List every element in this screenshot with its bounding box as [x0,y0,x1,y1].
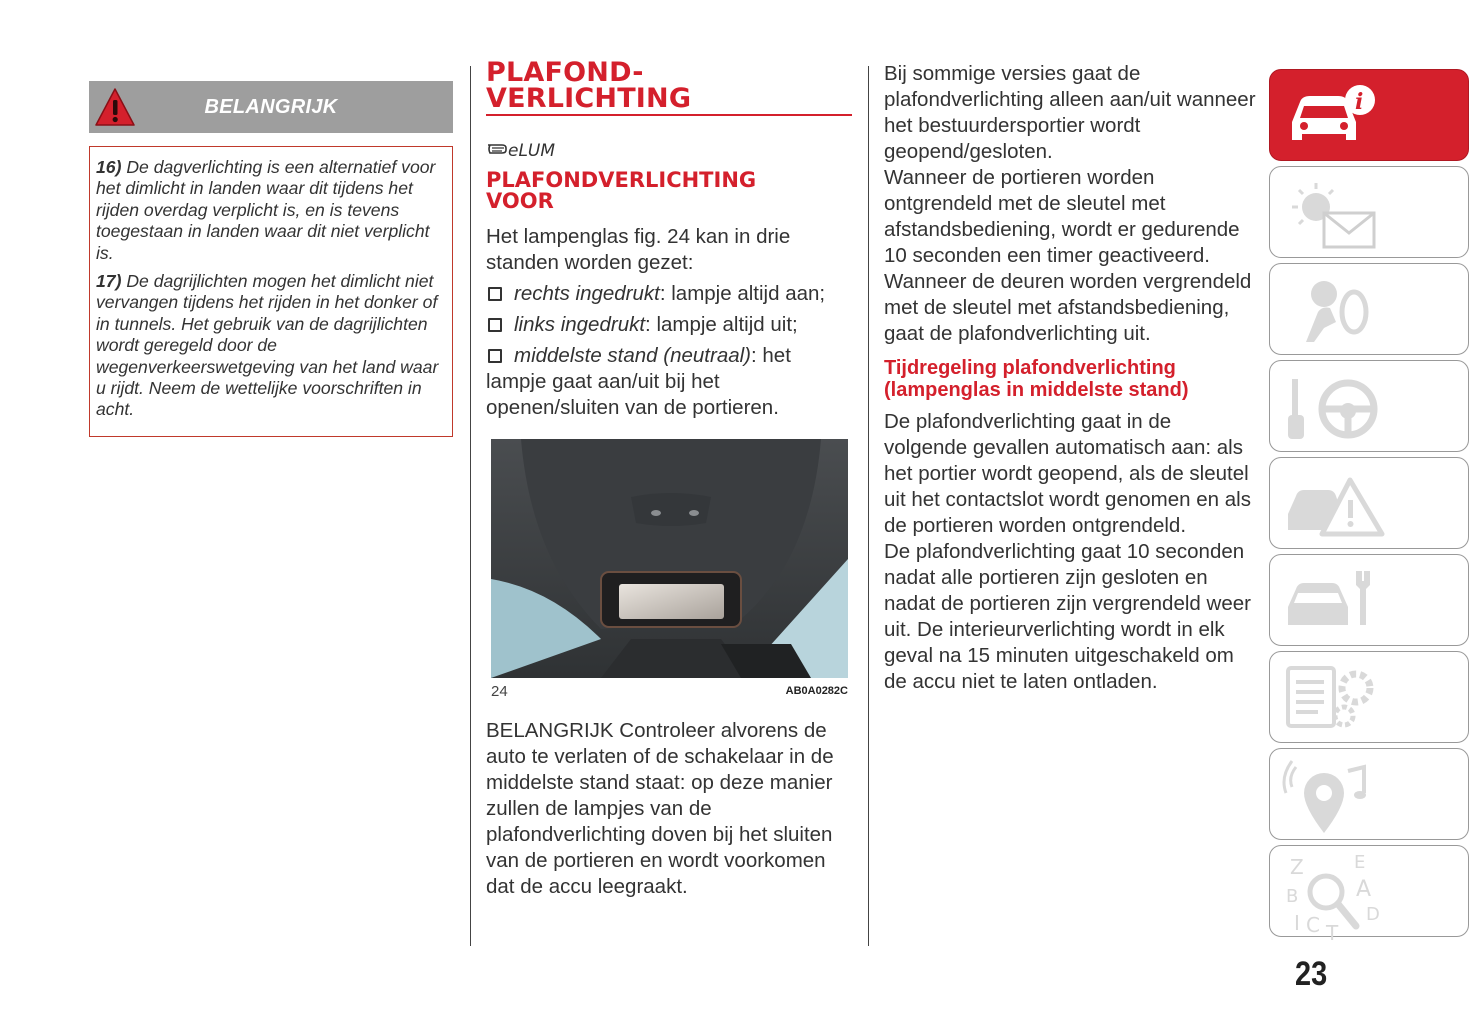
index-letter: B [1286,886,1299,907]
specs-gear-icon [1284,660,1384,736]
list-item [486,343,852,421]
column-2 [486,57,852,421]
tab-maintenance[interactable] [1269,554,1469,646]
index-search-icon [1284,854,1384,944]
paragraph: De plafondverlichting gaat 10 seconden nadat alle portieren zijn gesloten en nadat de portieren zijn vergrendeld weer uit. De interieurverlichting wordt in elk geval na 15 minuten uitgeschakeld om de accu niet te laten ontladen. [884,540,1251,693]
tab-multimedia[interactable] [1269,748,1469,840]
elum-symbol [486,132,852,162]
index-letter: I [1294,911,1300,935]
figure-caption [491,683,848,701]
index-letter: E [1354,852,1366,873]
list-item [486,312,852,338]
note-number: 17) [96,271,122,292]
note-text: De dagrijlichten mogen het dimlicht niet vervangen tijdens het rijden in het donker of in tunnels. Het gebruik van de dagrijlichten wordt geregeld door de wegenverkeerswetgeving van het land waar u rijdt. Neem de wettelijke voorschriften in acht. [96,271,439,420]
index-letter: D [1366,904,1380,925]
column-2-bottom [486,718,856,900]
list-item [486,281,852,307]
column-3 [884,61,1256,695]
index-letter: A [1356,877,1372,902]
figure-number: 24 [491,683,508,700]
paragraph: Wanneer de deuren worden vergrendeld met de sleutel met afstandsbediening, gaat de plafondverlichting uit. [884,270,1252,345]
subheading-line: Tijdregeling plafondverlichting [884,357,1176,379]
tab-lights-messages[interactable] [1269,166,1469,258]
subheading-line: PLAFONDVERLICHTING [486,168,757,192]
car-info-icon [1284,78,1384,154]
tab-technical-data[interactable] [1269,651,1469,743]
page-number: 23 [1295,955,1328,993]
subheading-line: VOOR [486,189,554,213]
svg-text:i: i [1355,89,1364,115]
list-term: middelste stand (neutraal) [514,344,752,367]
intro-paragraph: Het lampenglas fig. 24 kan in drie standen worden gezet: [486,225,791,274]
list-text: : het lampje gaat aan/uit bij het openen/sluiten van de portieren. [486,344,791,419]
tab-emergency[interactable] [1269,457,1469,549]
list-text: : lampje altijd uit; [645,313,798,336]
index-letter: T [1326,921,1339,945]
key-steering-icon [1284,369,1384,445]
warning-note-16 [96,157,446,264]
list-term: rechts ingedrukt [514,282,660,305]
list-term: links ingedrukt [514,313,646,336]
heading-line: VERLICHTING [486,83,692,114]
warning-note-17 [96,271,446,421]
figure-photo-ceiling-light [491,439,848,678]
checkbox-bullet-icon [488,349,502,363]
hand-pointer-icon [486,133,556,161]
warning-box [89,146,453,437]
list-text: : lampje altijd aan; [659,282,826,305]
warning-triangle-icon [93,86,137,130]
lights-message-icon [1284,175,1384,251]
ceiling-light-photo [491,439,848,678]
warning-header [89,81,453,133]
subheading-line: (lampenglas in middelste stand) [884,379,1189,401]
paragraph: Wanneer de portieren worden ontgrendeld met de sleutel met afstandsbediening, wordt er gedurende 10 seconden een timer geactiveerd. [884,166,1240,267]
car-service-icon [1284,563,1384,639]
symbol-text: eLUM [508,141,556,161]
paragraph: Bij sommige versies gaat de plafondverlichting alleen aan/uit wanneer het bestuurdersportier wordt geopend/gesloten. [884,62,1256,163]
checkbox-bullet-icon [488,287,502,301]
subsection-heading [486,170,852,212]
heading-line: PLAFOND- [486,57,644,88]
column-divider [868,66,869,946]
note-number: 16) [96,157,122,177]
section-heading [486,57,852,116]
warning-title: BELANGRIJK [204,95,338,118]
column-divider [470,66,471,946]
checkbox-bullet-icon [488,318,502,332]
index-letter: C [1306,913,1320,937]
multimedia-icon [1284,757,1384,833]
closing-paragraph: BELANGRIJK Controleer alvorens de auto te verlaten of de schakelaar in de middelste stand staat: op deze manier zullen de lampjes van de plafondverlichting doven bij het sluiten van de portieren en wordt voorkomen dat de accu leegraakt. [486,719,834,898]
tab-safety[interactable] [1269,263,1469,355]
tab-starting-driving[interactable] [1269,360,1469,452]
tab-index[interactable] [1269,845,1469,945]
index-letter: Z [1290,855,1304,879]
note-text: De dagverlichting is een alternatief voor het dimlicht in landen waar dit tijdens het rijden overdag verplicht is, en is tevens toegestaan in landen waar dit niet verplicht is. [96,157,436,263]
paragraph: De plafondverlichting gaat in de volgende gevallen automatisch aan: als het portier wordt geopend, als de sleutel uit het contactslot wordt genomen en als de portieren worden ontgrendeld. [884,410,1251,537]
figure-code: AB0A0282C [785,685,848,697]
airbag-icon [1284,272,1384,348]
car-warning-icon [1284,466,1384,542]
subsection-heading [884,357,1256,401]
tab-car-info[interactable] [1269,69,1469,161]
